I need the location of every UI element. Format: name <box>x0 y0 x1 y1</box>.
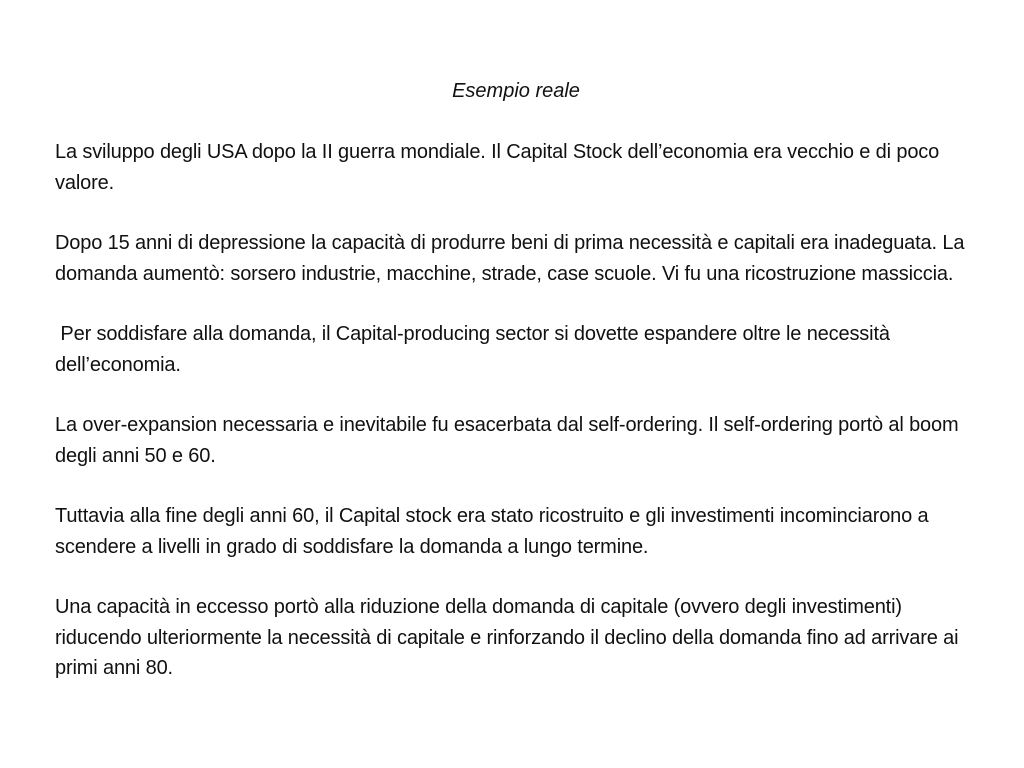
paragraph-capital-producing-sector: Per soddisfare alla domanda, il Capital-producing sector si dovette espandere oltre le necessità dell’economia. <box>55 323 896 376</box>
paragraph-usa-development: La sviluppo degli USA dopo la II guerra mondiale. Il Capital Stock dell’economia era vecchio e di poco valore. <box>55 141 945 194</box>
paragraph-excess-capacity: Una capacità in eccesso portò alla riduzione della domanda di capitale (ovvero degli investimenti) riducendo ulteriormente la necessità di capitale e rinforzando il declino della domanda fino ad arrivare ai primi anni 80. <box>55 596 964 679</box>
paragraph-depression: Dopo 15 anni di depressione la capacità di produrre beni di prima necessità e capitali era inadeguata. La domanda aumentò: sorsero industrie, macchine, strade, case scuole. Vi fu una ricostruzione massiccia. <box>55 232 970 285</box>
paragraph-end-of-sixties: Tuttavia alla fine degli anni 60, il Capital stock era stato ricostruito e gli investimenti incominciarono a scendere a livelli in grado di soddisfare la domanda a lungo termine. <box>55 505 934 558</box>
paragraph-over-expansion: La over-expansion necessaria e inevitabile fu esacerbata dal self-ordering. Il self-ordering portò al boom degli anni 50 e 60. <box>55 414 964 467</box>
slide-body <box>55 137 990 684</box>
slide-title: Esempio reale <box>452 80 580 102</box>
